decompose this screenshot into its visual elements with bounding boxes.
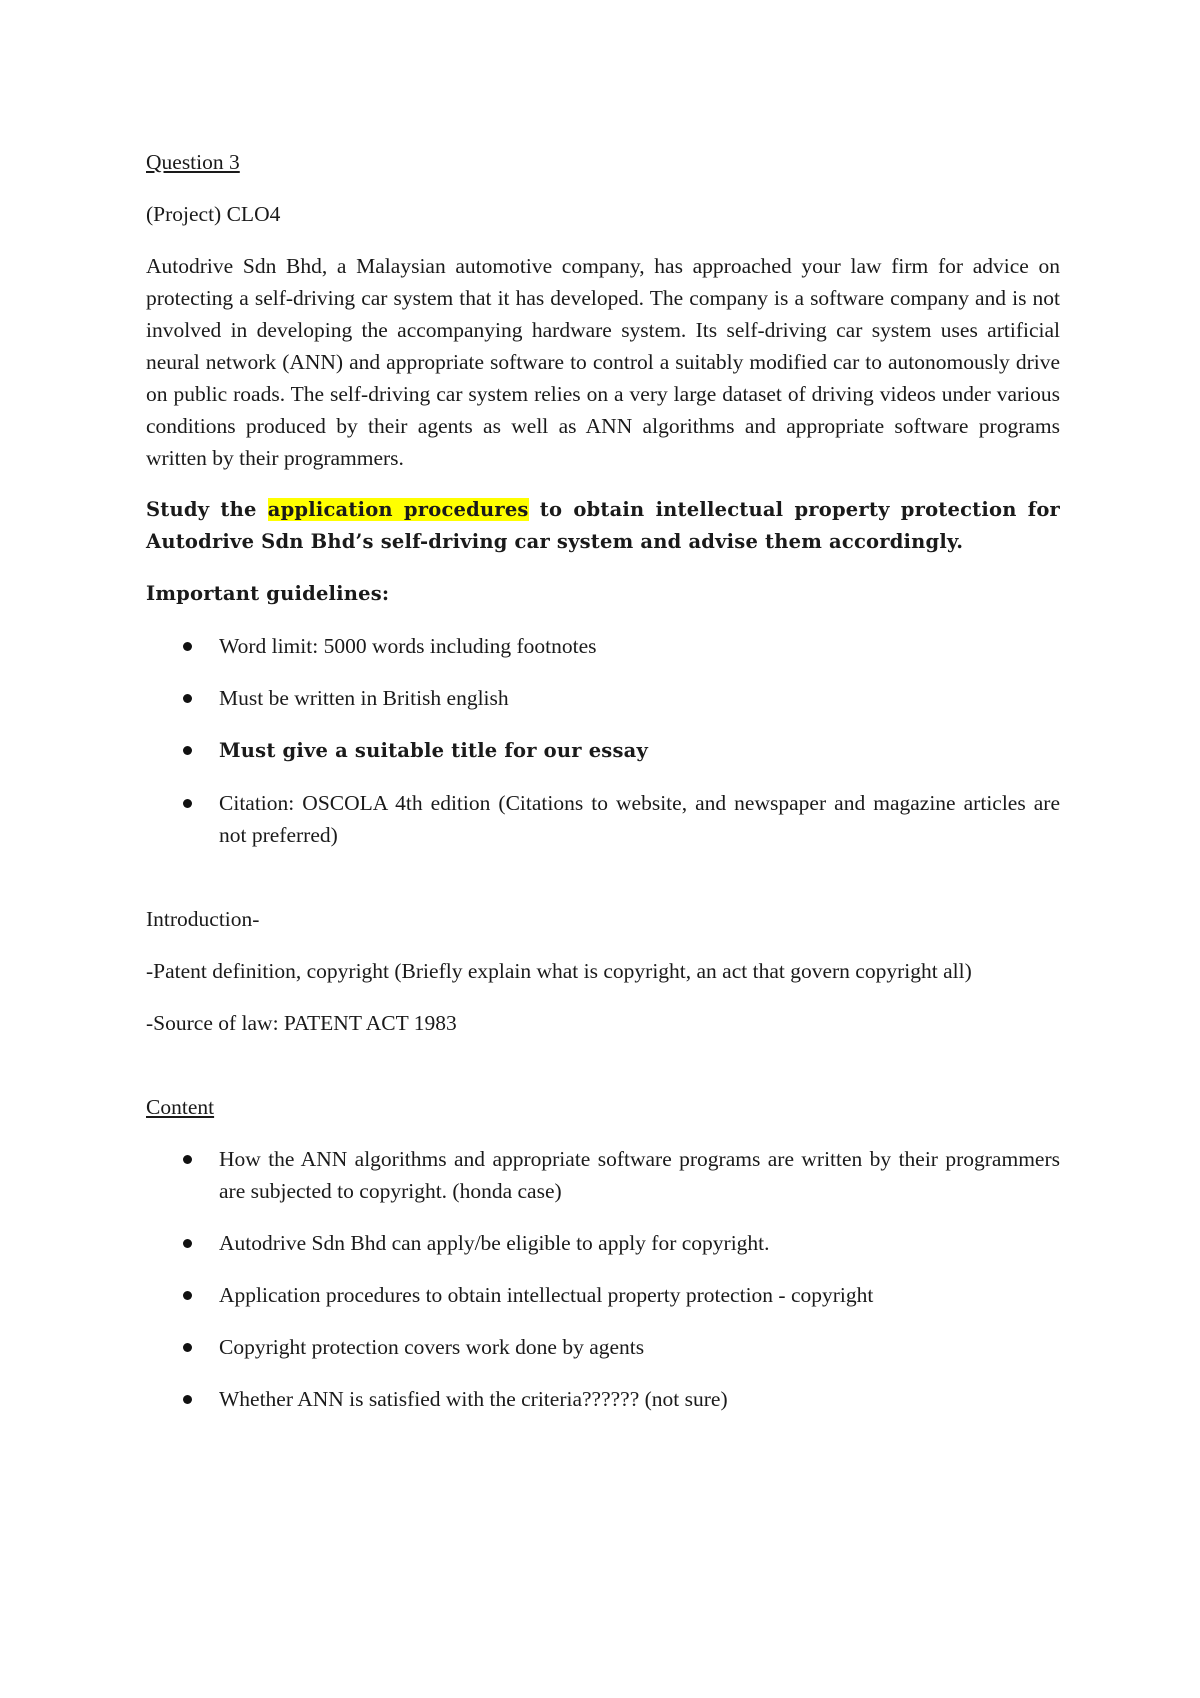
content-list bbox=[146, 1143, 1060, 1415]
list-item bbox=[146, 1227, 1060, 1259]
task-highlight: application procedures bbox=[267, 498, 529, 521]
guidelines-title: Important guidelines: bbox=[146, 582, 390, 605]
introduction-title: Introduction- bbox=[146, 907, 260, 931]
content-text: Whether ANN is satisfied with the criteria?????? (not sure) bbox=[219, 1387, 728, 1411]
bullet-icon bbox=[183, 1291, 192, 1300]
blank-line bbox=[146, 1059, 1060, 1091]
guidelines-list bbox=[146, 630, 1060, 851]
list-item bbox=[146, 787, 1060, 851]
bullet-icon bbox=[183, 1239, 192, 1248]
guideline-text: Word limit: 5000 words including footnotes bbox=[219, 634, 597, 658]
bullet-icon bbox=[183, 746, 192, 755]
document-body bbox=[146, 146, 1060, 1435]
list-item bbox=[146, 630, 1060, 662]
bullet-icon bbox=[183, 694, 192, 703]
intro-paragraph: Autodrive Sdn Bhd, a Malaysian automotive company, has approached your law firm for advice on protecting a self-driving car system that it has developed. The company is a software company and is not involved in developing the accompanying hardware system. Its self-driving car system uses artificial neural network (ANN) and appropriate software to control a suitably modified car to autonomously drive on public roads. The self-driving car system relies on a very large dataset of driving videos under various conditions produced by their agents as well as ANN algorithms and appropriate software programs written by their programmers. bbox=[146, 254, 1060, 470]
blank-line bbox=[146, 871, 1060, 903]
project-label: (Project) CLO4 bbox=[146, 202, 281, 226]
task-text-after: to obtain intellectual property protection for Autodrive Sdn Bhd’s self-driving car system and advise them accordingly. bbox=[146, 498, 1061, 553]
list-item bbox=[146, 1279, 1060, 1311]
list-item bbox=[146, 682, 1060, 714]
list-item bbox=[146, 1383, 1060, 1415]
guideline-text: Must give a suitable title for our essay bbox=[219, 739, 649, 762]
guideline-text: Citation: OSCOLA 4th edition (Citations to website, and newspaper and magazine articles are not preferred) bbox=[219, 791, 1060, 847]
bullet-icon bbox=[183, 1155, 192, 1164]
list-item bbox=[146, 1331, 1060, 1363]
content-text: Copyright protection covers work done by agents bbox=[219, 1335, 645, 1359]
list-item bbox=[146, 1143, 1060, 1207]
bullet-icon bbox=[183, 642, 192, 651]
guideline-text: Must be written in British english bbox=[219, 686, 509, 710]
task-text-before: Study the bbox=[146, 498, 268, 521]
content-text: Autodrive Sdn Bhd can apply/be eligible to apply for copyright. bbox=[219, 1231, 770, 1255]
bullet-icon bbox=[183, 799, 192, 808]
bullet-icon bbox=[183, 1343, 192, 1352]
content-text: How the ANN algorithms and appropriate software programs are written by their programmers are subjected to copyright. (honda case) bbox=[219, 1147, 1060, 1203]
question-heading: Question 3 bbox=[146, 150, 240, 174]
introduction-line: -Patent definition, copyright (Briefly explain what is copyright, an act that govern copyright all) bbox=[146, 959, 972, 983]
bullet-icon bbox=[183, 1395, 192, 1404]
list-item bbox=[146, 734, 1060, 767]
introduction-line: -Source of law: PATENT ACT 1983 bbox=[146, 1011, 457, 1035]
content-text: Application procedures to obtain intellectual property protection - copyright bbox=[219, 1283, 874, 1307]
content-title: Content bbox=[146, 1095, 215, 1119]
task-statement bbox=[146, 494, 1060, 558]
